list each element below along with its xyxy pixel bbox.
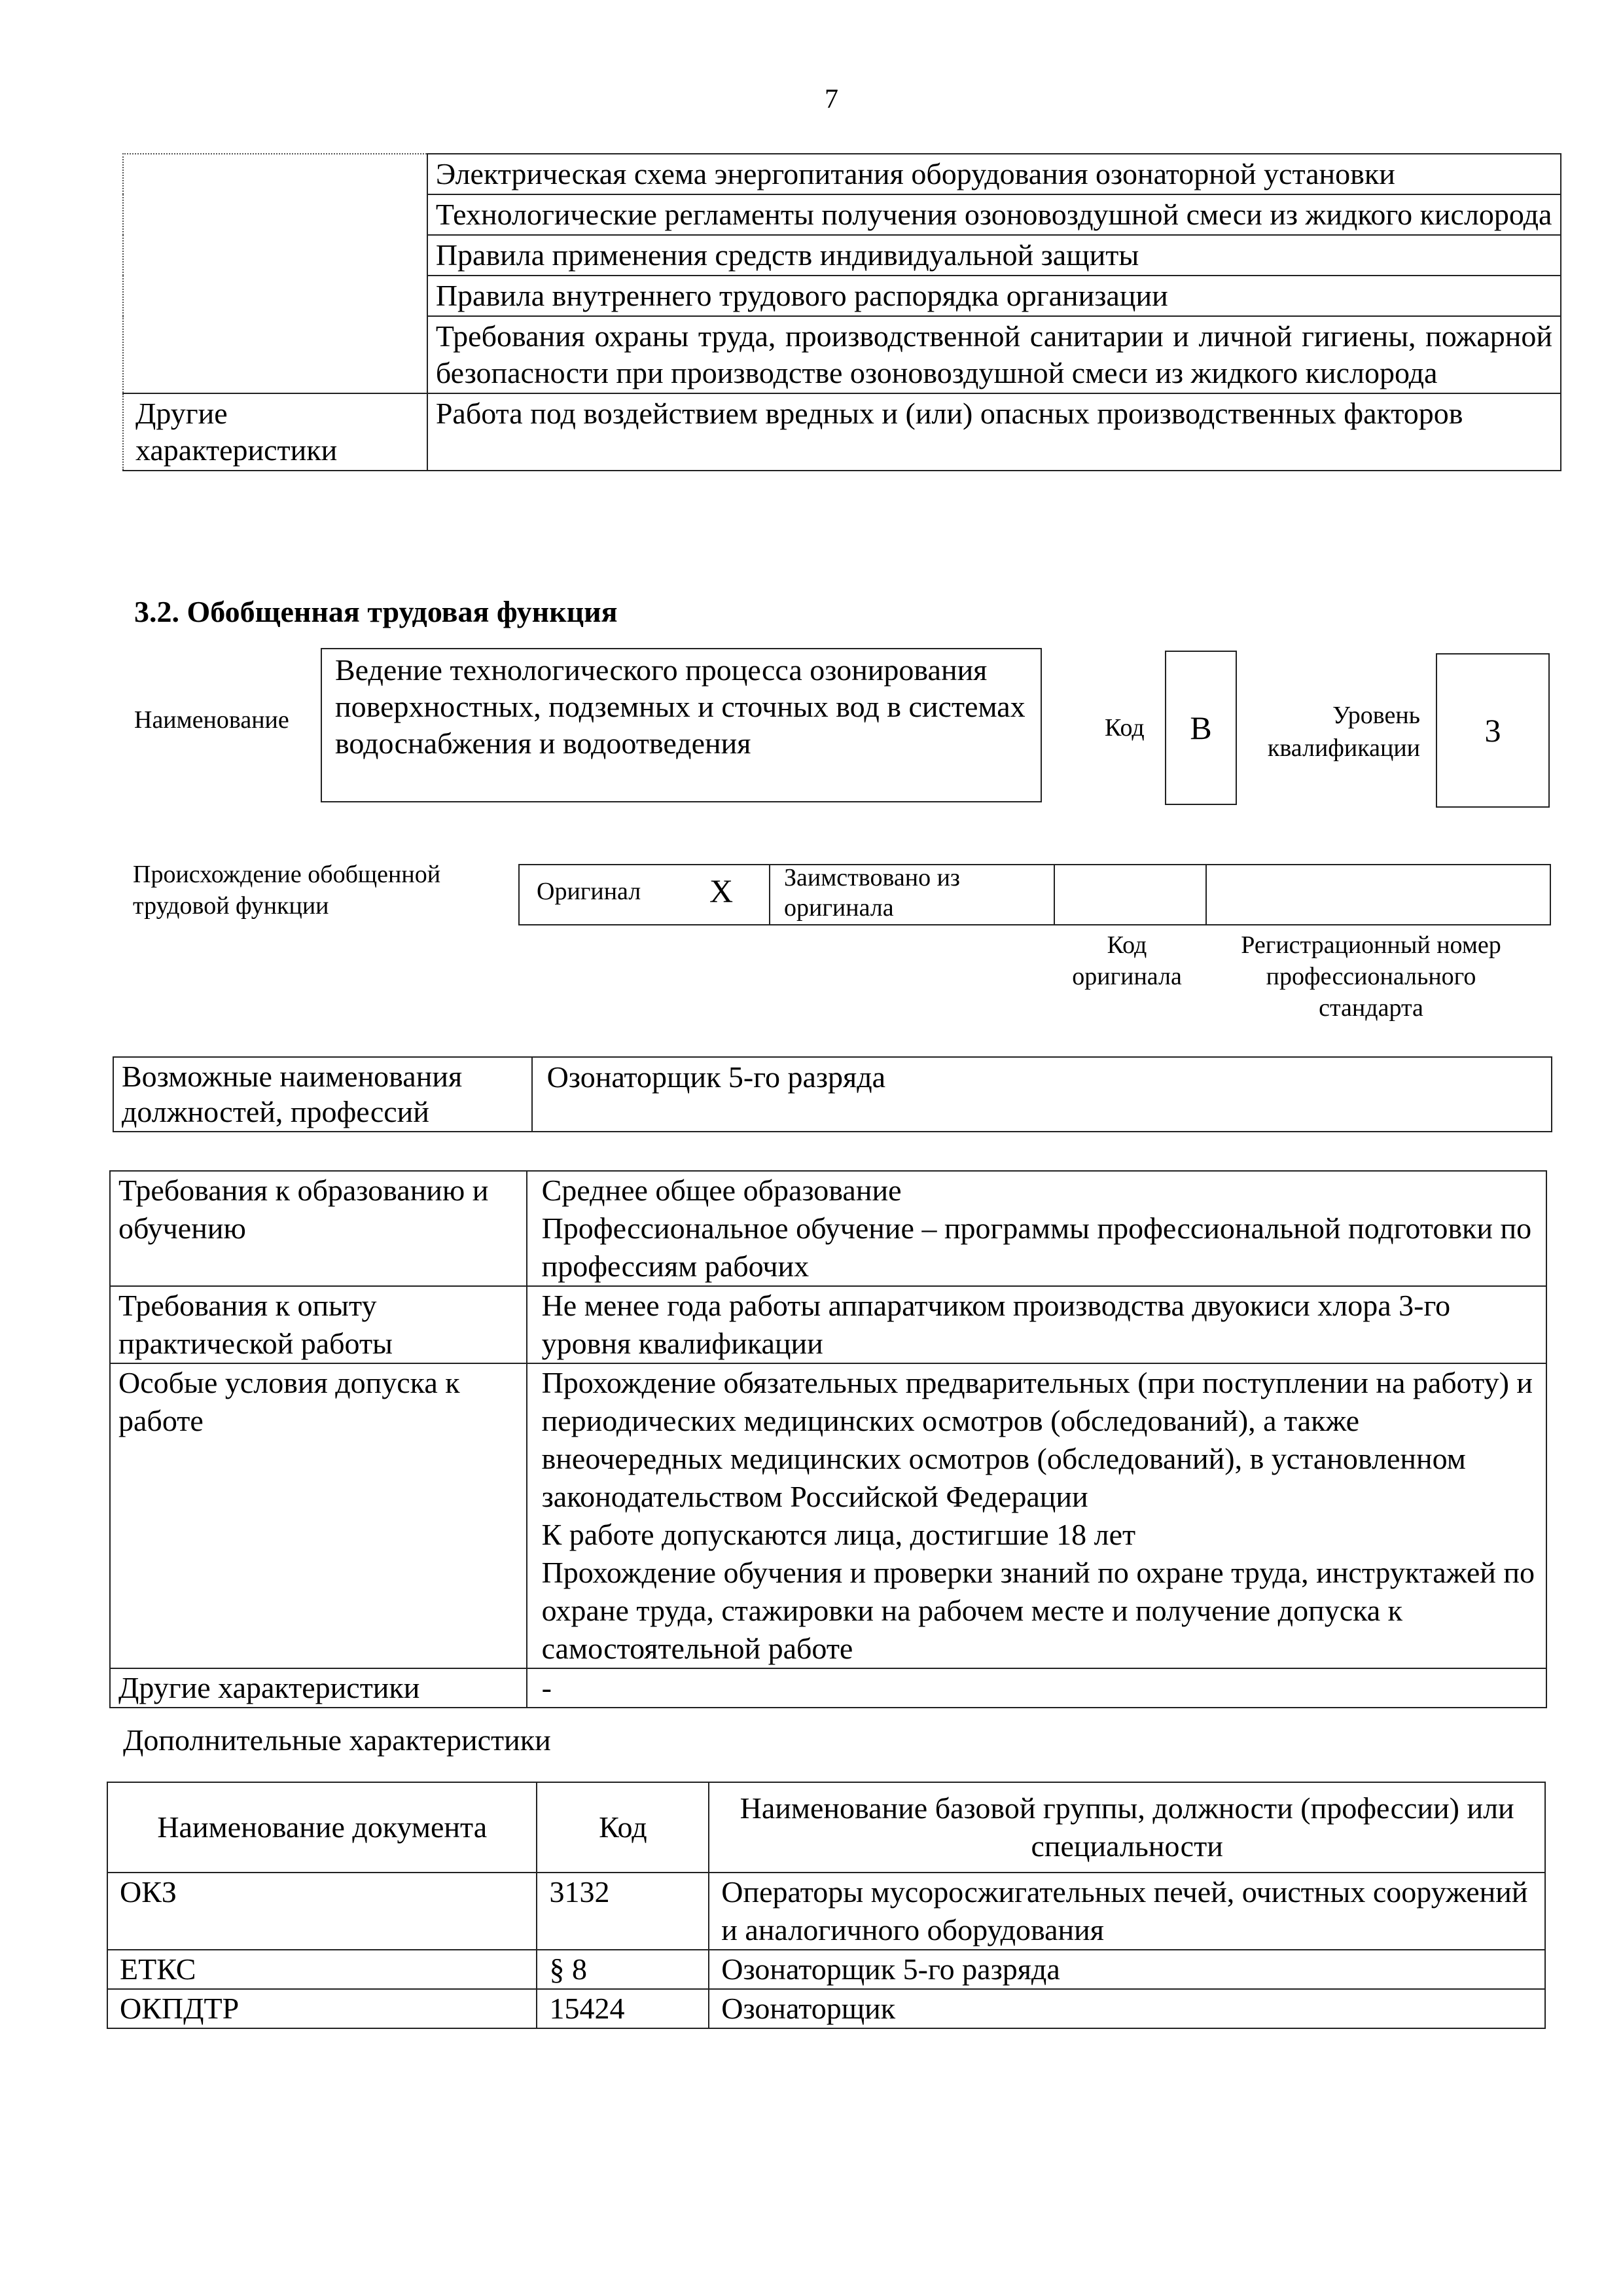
- requirement-line: Прохождение обучения и проверки знаний по охране труда, инструктажей по охране труда, стажировки на рабочем месте и получение допуска к самостоятельной работе: [541, 1556, 1535, 1665]
- requirement-line: К работе допускаются лица, достигшие 18 лет: [541, 1518, 1136, 1551]
- origin-label: Происхождение обобщенной трудовой функции: [133, 861, 441, 920]
- top-table-empty-cell: [123, 154, 427, 393]
- additional-doc: ОКЗ: [107, 1873, 537, 1950]
- additional-group: Озонаторщик 5-го разряда: [709, 1950, 1545, 1989]
- borrowed-label: Заимствовано из оригинала: [784, 864, 960, 922]
- level-label: Уровень квалификации: [1267, 702, 1420, 762]
- original-code-caption: Код оригинала: [1072, 931, 1182, 990]
- additional-table: [107, 1782, 1546, 2029]
- page-number: 7: [825, 84, 838, 115]
- positions-value: Озонаторщик 5-го разряда: [532, 1057, 1552, 1132]
- registration-number-caption: Регистрационный номер профессионального стандарта: [1241, 931, 1501, 1022]
- section-title: 3.2. Обобщенная трудовая функция: [134, 595, 618, 628]
- top-table: [122, 153, 1561, 471]
- requirement-label: Особые условия допуска к работе: [110, 1363, 527, 1668]
- header-group: Наименование базовой группы, должности (профессии) или специальности: [709, 1782, 1545, 1873]
- other-characteristics-label: Другие характеристики: [123, 393, 427, 471]
- requirement-line: Не менее года работы аппаратчиком производства двуокиси хлора 3-го уровня квалификации: [541, 1289, 1451, 1360]
- top-table-row: Правила внутреннего трудового распорядка организации: [427, 276, 1561, 316]
- requirement-label: Требования к образованию и обучению: [110, 1171, 527, 1286]
- original-mark: X: [709, 872, 734, 909]
- positions-label: Возможные наименования должностей, профессий: [113, 1057, 532, 1132]
- level-value: 3: [1436, 653, 1550, 808]
- origin-divider: [1054, 865, 1055, 925]
- header-document: Наименование документа: [107, 1782, 537, 1873]
- origin-table: [518, 864, 1551, 925]
- additional-code: § 8: [537, 1950, 709, 1989]
- additional-group: Операторы мусоросжигательных печей, очистных сооружений и аналогичного оборудования: [709, 1873, 1545, 1950]
- requirement-value: [527, 1668, 1546, 1708]
- additional-group: Озонаторщик: [709, 1989, 1545, 2028]
- other-characteristics-value: Работа под воздействием вредных и (или) опасных производственных факторов: [427, 393, 1561, 471]
- code-value: B: [1165, 651, 1237, 805]
- original-label: Оригинал: [537, 878, 641, 905]
- top-table-row: Электрическая схема энергопитания оборудования озонаторной установки: [427, 154, 1561, 194]
- top-table-row: Правила применения средств индивидуальной защиты: [427, 235, 1561, 276]
- positions-table: [113, 1056, 1552, 1132]
- requirement-line: Среднее общее образование: [541, 1174, 902, 1207]
- additional-doc: ЕТКС: [107, 1950, 537, 1989]
- requirement-label: Требования к опыту практической работы: [110, 1286, 527, 1363]
- top-table-row: Требования охраны труда, производственной санитарии и личной гигиены, пожарной безопасности при производстве озоновоздушной смеси из жидкого кислорода: [427, 316, 1561, 393]
- origin-divider: [1205, 865, 1207, 925]
- requirement-value: [527, 1171, 1546, 1286]
- function-name-value: Ведение технологического процесса озонирования поверхностных, подземных и сточных вод в системах водоснабжения и водоотведения: [321, 648, 1042, 802]
- header-code: Код: [537, 1782, 709, 1873]
- origin-divider: [769, 865, 770, 925]
- requirement-value: [527, 1286, 1546, 1363]
- requirement-line: -: [541, 1671, 552, 1704]
- additional-code: 3132: [537, 1873, 709, 1950]
- requirement-line: Прохождение обязательных предварительных (при поступлении на работу) и периодических медицинских осмотров (обследований), а также внеочередных медицинских осмотров (обследований), в установленном законодательством Российской Федерации: [541, 1366, 1533, 1513]
- requirement-value: [527, 1363, 1546, 1668]
- additional-code: 15424: [537, 1989, 709, 2028]
- requirement-line: Профессиональное обучение – программы профессиональной подготовки по профессиям рабочих: [541, 1211, 1532, 1283]
- additional-doc: ОКПДТР: [107, 1989, 537, 2028]
- requirements-table: [109, 1170, 1547, 1708]
- additional-title: Дополнительные характеристики: [123, 1723, 551, 1757]
- name-label: Наименование: [134, 706, 289, 734]
- code-label: Код: [1105, 714, 1145, 742]
- top-table-row: Технологические регламенты получения озоновоздушной смеси из жидкого кислорода: [427, 194, 1561, 235]
- requirement-label: Другие характеристики: [110, 1668, 527, 1708]
